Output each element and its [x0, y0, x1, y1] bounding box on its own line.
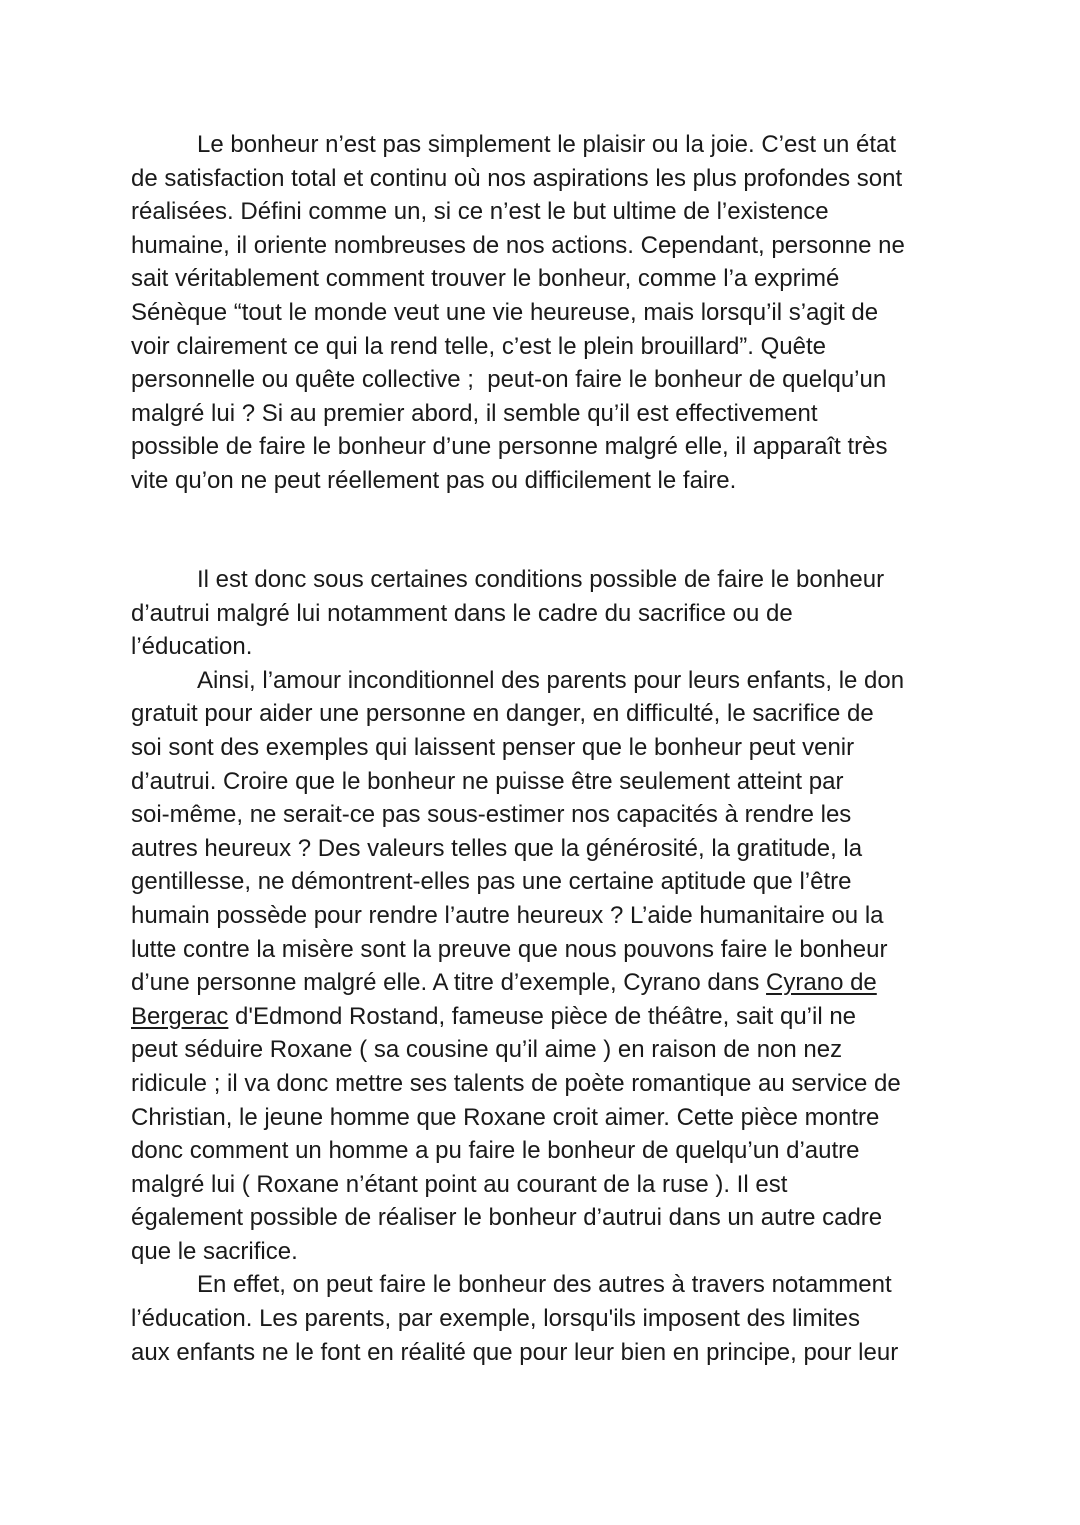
text-line: soi-même, ne serait-ce pas sous-estimer nos capacités à rendre les	[131, 801, 852, 829]
text-line: ridicule ; il va donc mettre ses talents de poète romantique au service de	[131, 1069, 901, 1097]
text-line: humaine, il oriente nombreuses de nos actions. Cependant, personne ne	[131, 231, 905, 259]
text-line: de satisfaction total et continu où nos aspirations les plus profondes sont	[131, 164, 903, 192]
text-fragment: d'Edmond Rostand, fameuse pièce de théâtre, sait qu’il ne	[228, 1002, 857, 1030]
text-line: Sénèque “tout le monde veut une vie heureuse, mais lorsqu’il s’agit de	[131, 298, 879, 326]
text-line: Christian, le jeune homme que Roxane croit aimer. Cette pièce montre	[131, 1103, 880, 1131]
text-line: humain possède pour rendre l’autre heureux ? L’aide humanitaire ou la	[131, 901, 884, 929]
text-line-with-title	[131, 966, 951, 1000]
text-line: Le bonheur n’est pas simplement le plaisir ou la joie. C’est un état	[197, 131, 897, 158]
text-line: En effet, on peut faire le bonheur des autres à travers notamment	[197, 1271, 892, 1299]
text-line: personnelle ou quête collective ; peut-on faire le bonheur de quelqu’un	[131, 366, 887, 394]
text-line: l’éducation. Les parents, par exemple, lorsqu'ils imposent des limites	[131, 1305, 860, 1333]
work-title-part-1: Cyrano de	[766, 969, 877, 997]
text-line: sait véritablement comment trouver le bonheur, comme l’a exprimé	[131, 265, 840, 293]
text-line-with-title	[131, 1000, 951, 1034]
text-line: lutte contre la misère sont la preuve que nous pouvons faire le bonheur	[131, 935, 888, 963]
text-line: autres heureux ? Des valeurs telles que la générosité, la gratitude, la	[131, 834, 863, 862]
text-line: également possible de réaliser le bonheur d’autrui dans un autre cadre	[131, 1204, 883, 1232]
development-section	[131, 563, 951, 1369]
text-line: possible de faire le bonheur d’une personne malgré elle, il apparaît très	[131, 433, 888, 461]
text-line: soi sont des exemples qui laissent penser que le bonheur peut venir	[131, 733, 855, 761]
text-line: donc comment un homme a pu faire le bonheur de quelqu’un d’autre	[131, 1137, 860, 1165]
work-title-part-2: Bergerac	[131, 1002, 229, 1030]
text-line: malgré lui ( Roxane n’étant point au courant de la ruse ). Il est	[131, 1170, 788, 1198]
text-line: Il est donc sous certaines conditions possible de faire le bonheur	[197, 566, 885, 593]
introduction-paragraph	[131, 128, 951, 498]
text-line: malgré lui ? Si au premier abord, il semble qu’il est effectivement	[131, 399, 818, 427]
text-fragment: d’une personne malgré elle. A titre d’exemple, Cyrano dans	[131, 969, 767, 997]
text-line: Ainsi, l’amour inconditionnel des parents pour leurs enfants, le don	[197, 666, 905, 694]
text-line: peut séduire Roxane ( sa cousine qu’il aime ) en raison de non nez	[131, 1036, 843, 1064]
text-line: que le sacrifice.	[131, 1237, 298, 1265]
text-line: gratuit pour aider une personne en danger, en difficulté, le sacrifice de	[131, 700, 874, 728]
text-line: réalisées. Défini comme un, si ce n’est le but ultime de l’existence	[131, 198, 829, 226]
text-line: aux enfants ne le font en réalité que pour leur bien en principe, pour leur	[131, 1338, 899, 1366]
text-line: vite qu’on ne peut réellement pas ou difficilement le faire.	[131, 466, 737, 494]
text-line: d’autrui. Croire que le bonheur ne puisse être seulement atteint par	[131, 767, 844, 795]
text-line: d’autrui malgré lui notamment dans le cadre du sacrifice ou de	[131, 599, 793, 627]
text-line: gentillesse, ne démontrent-elles pas une certaine aptitude que l’être	[131, 868, 852, 896]
text-line: l’éducation.	[131, 633, 253, 661]
text-line: voir clairement ce qui la rend telle, c’est le plein brouillard”. Quête	[131, 332, 827, 360]
